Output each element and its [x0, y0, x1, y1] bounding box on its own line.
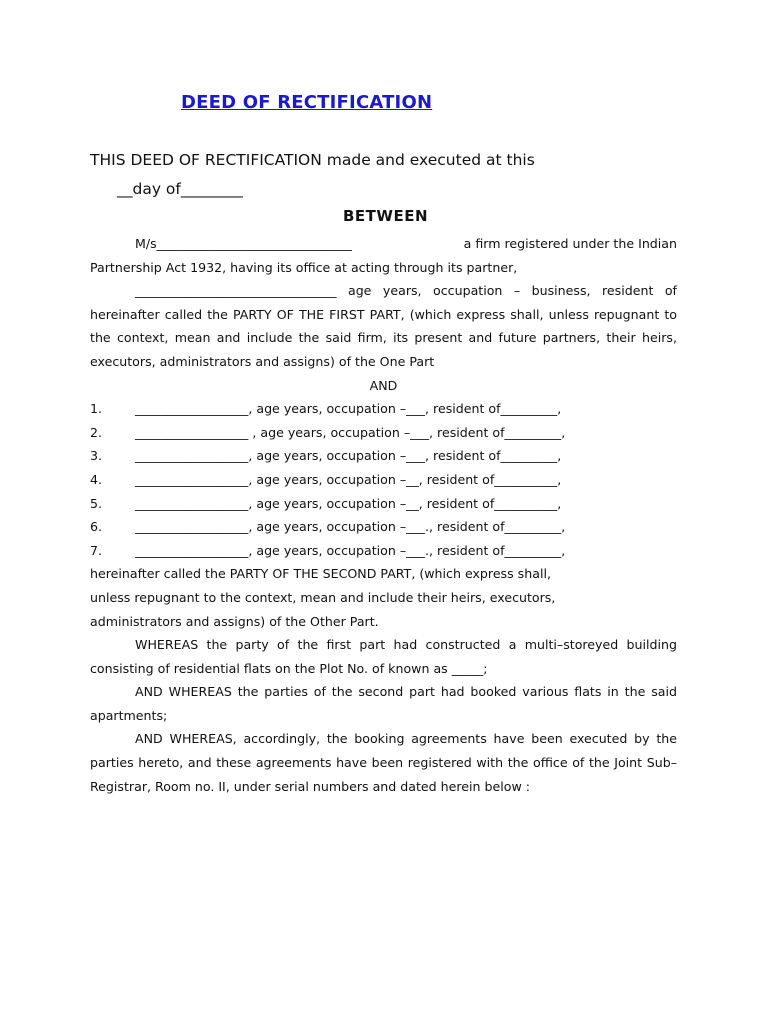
- partner-line: ________________________________ age years, occupation – business, resident of: [135, 283, 677, 299]
- intro-line: THIS DEED OF RECTIFICATION made and executed at this: [90, 151, 535, 169]
- firm-registration: a firm registered under the Indian: [463, 236, 677, 251]
- first-party-paragraph: hereinafter called the PARTY OF THE FIRST PART, (which express shall, unless repugnant to the context, mean and include the said firm, its present and future partners, their heirs, executors, administrators and assigns) of the One Part: [90, 306, 677, 369]
- and-separator: AND: [369, 377, 398, 393]
- deed-body: [90, 232, 677, 798]
- document-title: DEED OF RECTIFICATION: [181, 92, 433, 113]
- second-party-line-2: unless repugnant to the context, mean and include their heirs, executors,: [90, 589, 556, 605]
- list-item: 4. __________________, age years, occupation –__, resident of__________,: [90, 471, 562, 487]
- firm-name-blank: M/s_______________________________: [135, 236, 352, 251]
- second-party-line-1: hereinafter called the PARTY OF THE SECOND PART, (which express shall,: [90, 566, 551, 582]
- party1-firm-line: [90, 232, 677, 256]
- list-item: 2. __________________ , age years, occupation –___, resident of_________,: [90, 424, 566, 440]
- between-heading: BETWEEN: [343, 207, 429, 225]
- second-parties-list: [90, 397, 677, 562]
- second-party-line-3: administrators and assigns) of the Other Part.: [90, 613, 379, 629]
- intro-date-line: __day of________: [117, 180, 243, 198]
- list-item: 1. __________________, age years, occupation –___, resident of_________,: [90, 401, 562, 417]
- whereas-clause-3: AND WHEREAS, accordingly, the booking agreements have been executed by the parties hereto, and these agreements have been registered with the office of the Joint Sub–Registrar, Room no. II, under serial numbers and dated herein below :: [90, 731, 677, 794]
- list-item: 6. __________________, age years, occupation –___., resident of_________,: [90, 519, 566, 535]
- list-item: 7. __________________, age years, occupation –___., resident of_________,: [90, 542, 566, 558]
- party1-office-line: Partnership Act 1932, having its office at acting through its partner,: [90, 259, 518, 275]
- list-item: 5. __________________, age years, occupation –__, resident of__________,: [90, 495, 562, 511]
- whereas-clause-2: AND WHEREAS the parties of the second part had booked various flats in the said apartments;: [90, 684, 677, 723]
- whereas-clause-1: WHEREAS the party of the first part had constructed a multi–storeyed building consisting of residential flats on the Plot No. of known as _____;: [90, 637, 677, 676]
- list-item: 3. __________________, age years, occupation –___, resident of_________,: [90, 448, 562, 464]
